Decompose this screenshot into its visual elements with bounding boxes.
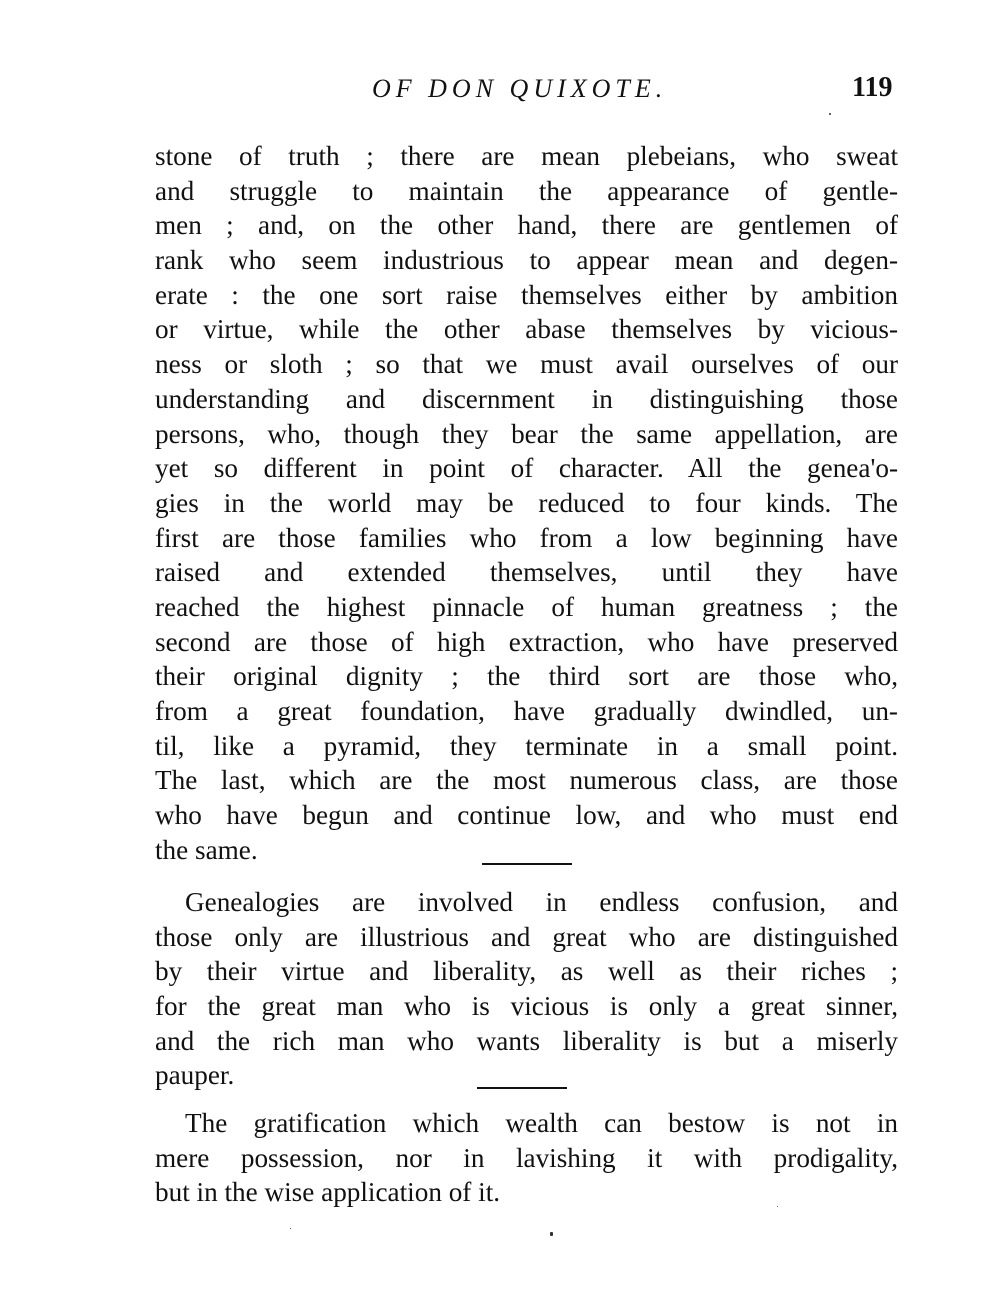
text-line: persons, who, though they bear the same appellation, are bbox=[155, 418, 898, 449]
text-line: Genealogies are involved in endless confusion, and bbox=[185, 887, 898, 917]
text-line: erate : the one sort raise themselves either by ambition bbox=[155, 279, 898, 310]
scan-speck bbox=[777, 1206, 778, 1207]
text-line: from a great foundation, have gradually dwindled, un- bbox=[155, 696, 898, 726]
text-line: by their virtue and liberality, as well as their riches ; bbox=[155, 956, 898, 987]
text-line: those only are illustrious and great who are distinguished bbox=[155, 921, 898, 952]
scan-speck bbox=[290, 1228, 291, 1229]
text-line: understanding and discernment in distinguishing those bbox=[155, 383, 898, 414]
text-line: second are those of high extraction, who have preserved bbox=[155, 626, 898, 657]
text-line: the same. bbox=[155, 834, 258, 865]
text-line: rank who seem industrious to appear mean and degen- bbox=[155, 245, 898, 276]
section-divider bbox=[482, 863, 572, 865]
text-line: their original dignity ; the third sort are those who, bbox=[155, 661, 898, 692]
text-line: raised and extended themselves, until they have bbox=[155, 557, 898, 588]
text-line: The last, which are the most numerous class, are those bbox=[155, 765, 898, 796]
text-line: pauper. bbox=[155, 1060, 235, 1091]
text-line: stone of truth ; there are mean plebeians, who sweat bbox=[155, 141, 898, 171]
text-line: til, like a pyramid, they terminate in a small point. bbox=[155, 730, 898, 761]
text-line: and the rich man who wants liberality is but a miserly bbox=[155, 1025, 898, 1056]
text-line: men ; and, on the other hand, there are gentlemen of bbox=[155, 210, 898, 241]
running-title: OF DON QUIXOTE. bbox=[372, 74, 668, 103]
text-line: and struggle to maintain the appearance of gentle- bbox=[155, 175, 898, 206]
text-line: for the great man who is vicious is only a great sinner, bbox=[155, 991, 898, 1022]
text-line: but in the wise application of it. bbox=[155, 1177, 501, 1208]
scan-speck bbox=[829, 113, 831, 115]
section-divider bbox=[477, 1087, 567, 1089]
text-line: ness or sloth ; so that we must avail ourselves of our bbox=[155, 349, 898, 380]
text-line: mere possession, nor in lavishing it with prodigality, bbox=[155, 1142, 898, 1173]
paragraph-1 bbox=[155, 139, 898, 867]
page-number: 119 bbox=[852, 72, 893, 103]
text-line: or virtue, while the other abase themselves by vicious- bbox=[155, 314, 898, 345]
scan-speck bbox=[550, 1232, 553, 1236]
text-line: first are those families who from a low beginning have bbox=[155, 522, 898, 553]
text-line: reached the highest pinnacle of human greatness ; the bbox=[155, 591, 898, 622]
paragraph-3 bbox=[155, 1106, 898, 1210]
text-line: gies in the world may be reduced to four kinds. The bbox=[155, 487, 898, 518]
text-line: The gratification which wealth can bestow is not in bbox=[185, 1108, 898, 1138]
text-line: who have begun and continue low, and who must end bbox=[155, 800, 898, 831]
text-line: yet so different in point of character. All the genea'o- bbox=[155, 453, 898, 484]
paragraph-2 bbox=[155, 885, 898, 1093]
